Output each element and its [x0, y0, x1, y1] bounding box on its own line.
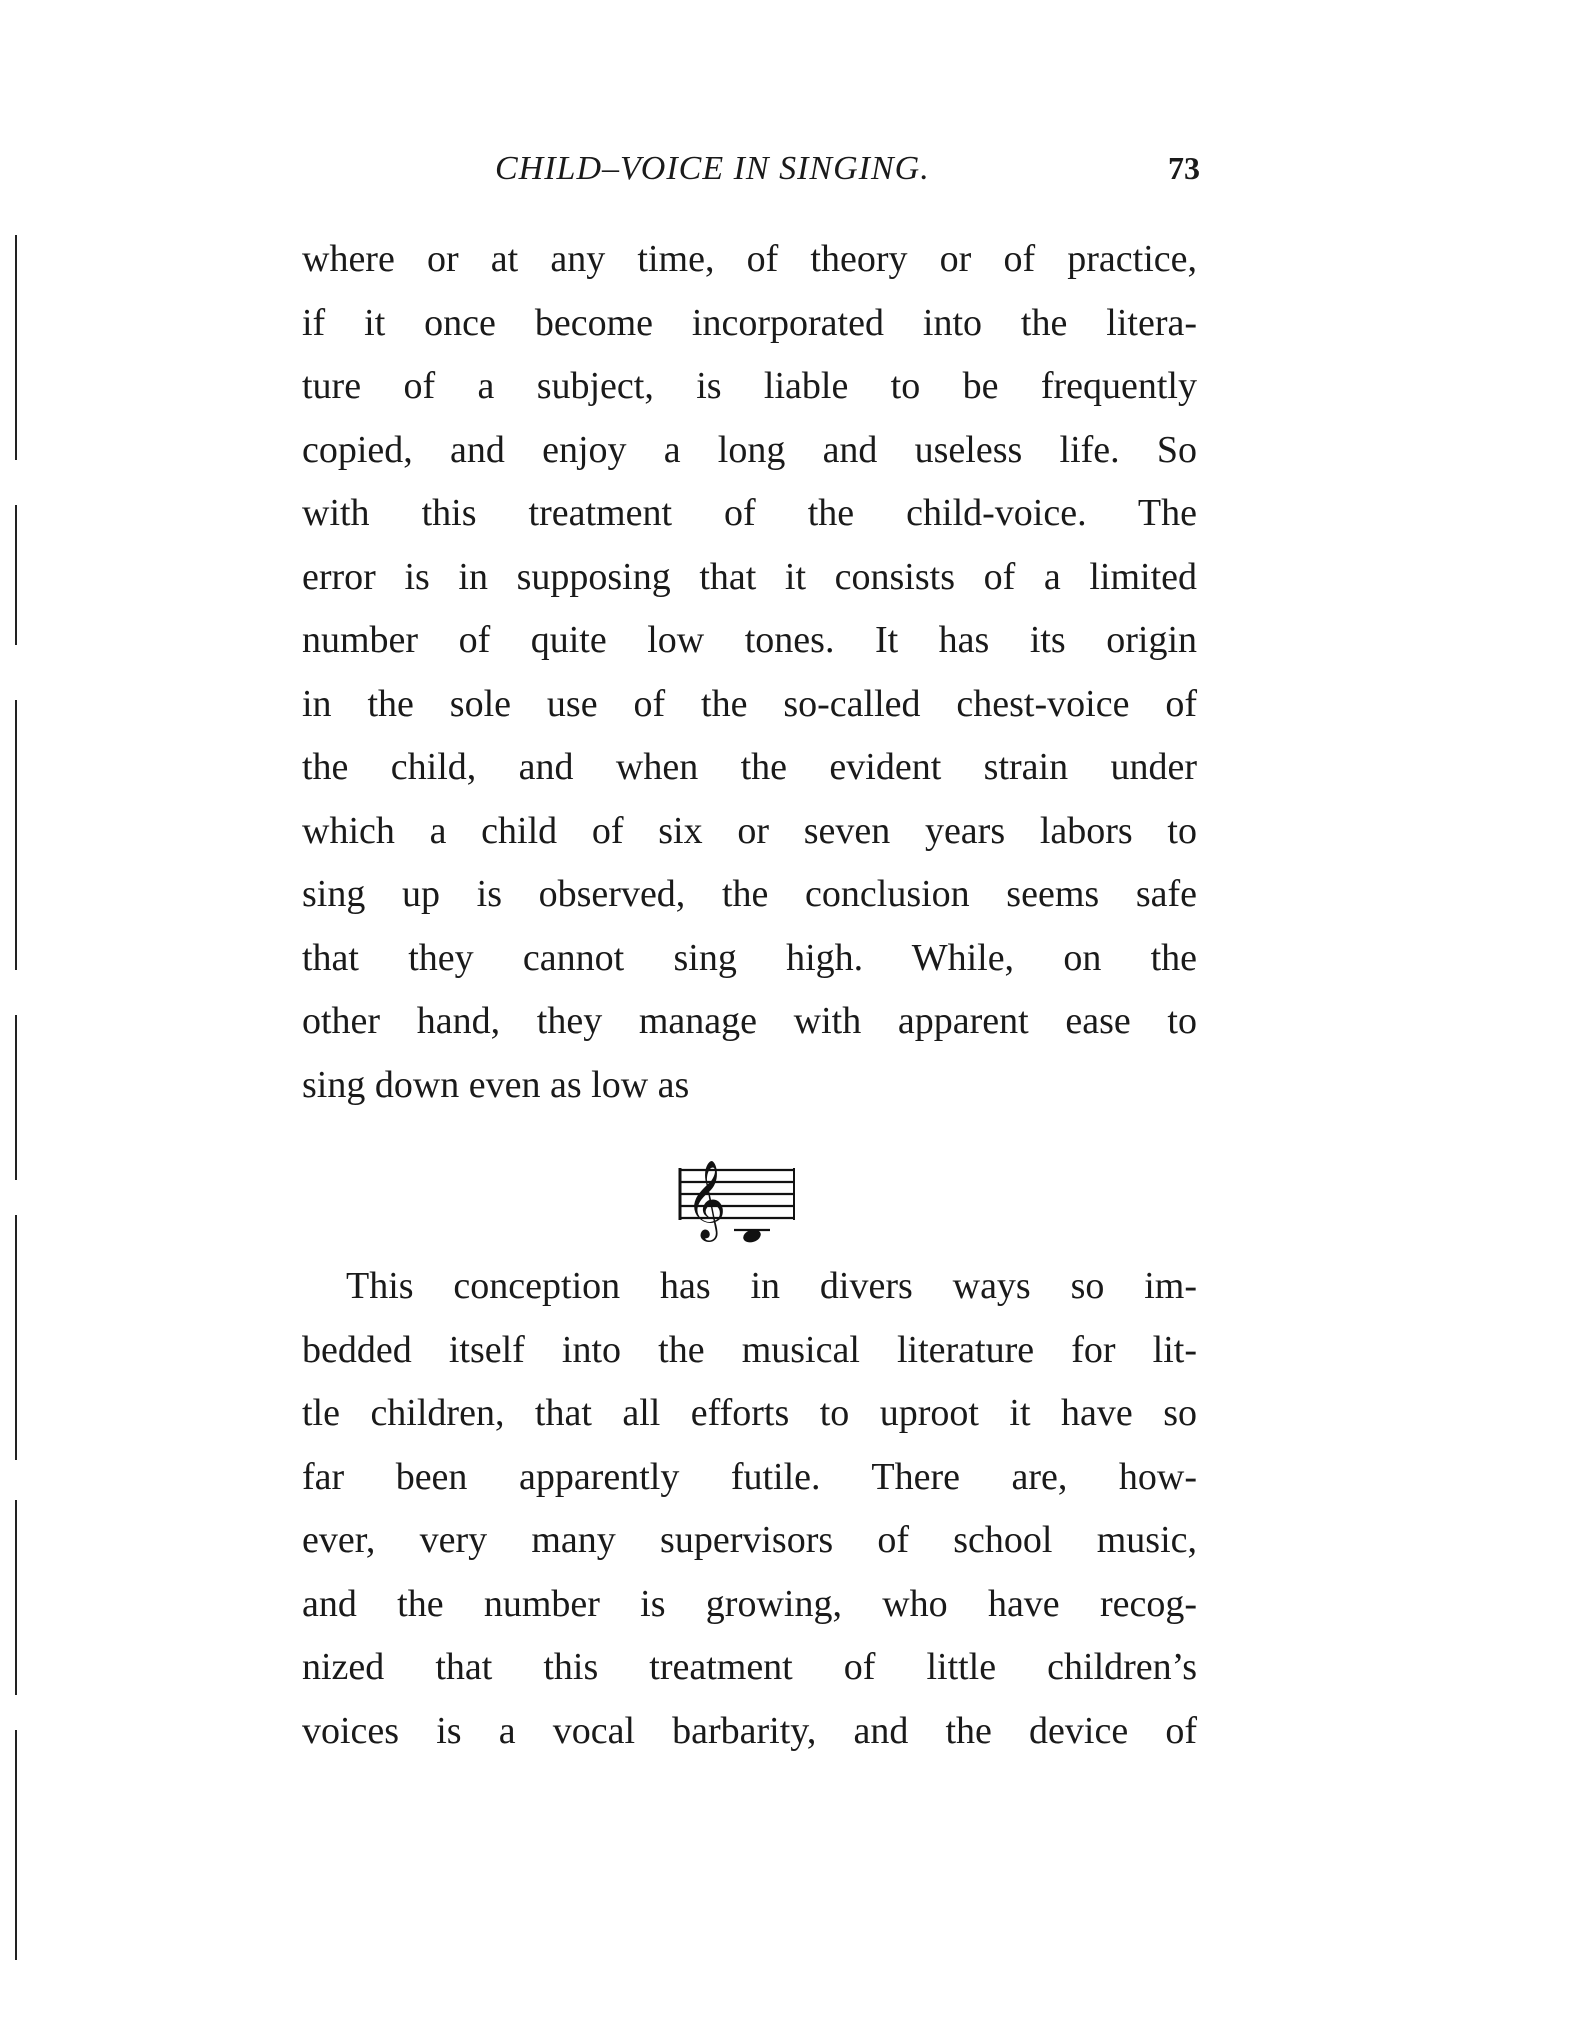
text-line: voices is a vocal barbarity, and the device of [302, 1709, 1197, 1752]
text-line: sing up is observed, the conclusion seems safe [302, 873, 1197, 915]
gutter-line [15, 505, 17, 645]
text-line: ture of a subject, is liable to be frequently [302, 365, 1197, 407]
text-line: with this treatment of the child-voice. The [302, 492, 1197, 534]
text-line: bedded itself into the musical literature for lit- [302, 1328, 1197, 1371]
gutter-line [15, 1015, 17, 1180]
running-title: CHILD–VOICE IN SINGING. [495, 150, 930, 187]
text-line: and the number is growing, who have recog- [302, 1582, 1197, 1625]
gutter-line [15, 1500, 17, 1695]
svg-text:𝄞: 𝄞 [686, 1160, 727, 1239]
text-line: that they cannot sing high. While, on the [302, 936, 1197, 979]
gutter-line [15, 1215, 17, 1460]
text-line: error is in supposing that it consists of a limited [302, 555, 1197, 598]
text-line: in the sole use of the so-called chest-voice of [302, 682, 1197, 725]
text-line: ever, very many supervisors of school music, [302, 1519, 1197, 1561]
gutter-line [15, 235, 17, 460]
running-head [300, 150, 1200, 200]
paragraph-one [302, 228, 1197, 1117]
text-line: number of quite low tones. It has its origin [302, 619, 1197, 661]
paragraph-two [302, 1255, 1197, 1763]
text-line: which a child of six or seven years labors to [302, 809, 1197, 852]
gutter-line [15, 700, 17, 970]
text-line: other hand, they manage with apparent ease to [302, 1000, 1197, 1042]
text-line: the child, and when the evident strain under [302, 746, 1197, 788]
text-line: if it once become incorporated into the litera- [302, 301, 1197, 344]
text-line: nized that this treatment of little children’s [302, 1646, 1197, 1688]
text-line: far been apparently futile. There are, how- [302, 1455, 1197, 1498]
text-line: sing down even as low as [302, 1063, 690, 1106]
gutter-line [15, 1730, 17, 1960]
text-line: where or at any time, of theory or of practice, [302, 238, 1197, 280]
text-line: copied, and enjoy a long and useless life. So [302, 428, 1197, 471]
text-line: tle children, that all efforts to uproot it have so [302, 1392, 1197, 1434]
text-line: This conception has in divers ways so im- [346, 1265, 1197, 1307]
page-number: 73 [1168, 150, 1200, 186]
treble-clef-staff-low-note-icon [672, 1148, 802, 1244]
